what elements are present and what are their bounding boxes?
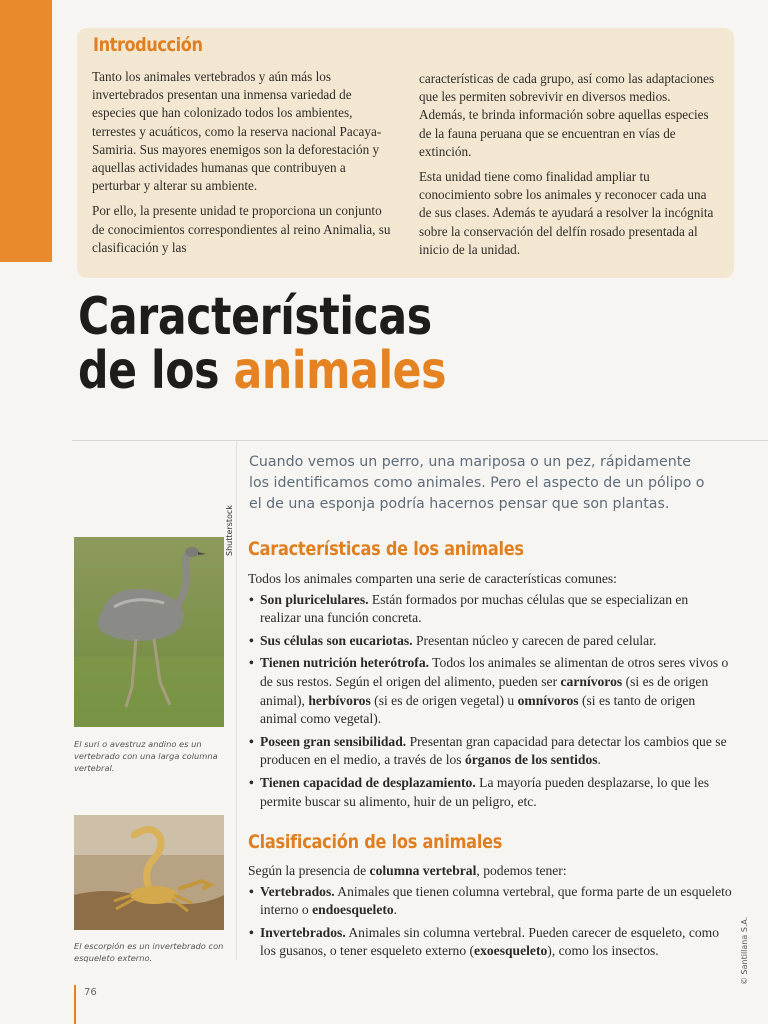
intro-paragraph: Tanto los animales vertebrados y aún más los invertebrados presentan una inmensa variedad de especies que han colonizado todos los ambientes, terrestes y acuáticos, como la reserva nacional Pacaya-Samiria. Sus mayores enemigos son la deforestación y aquellas actividades humanas que contribuyen a perturbar y alterar su ambiente.	[92, 69, 382, 194]
intro-paragraph: Por ello, la presente unidad te proporciona un conjunto de conocimientos correspondientes al reino Animalia, su clasificación y las	[92, 203, 391, 255]
list-item: • Tienen nutrición heterótrofa. Todos los animales se alimentan de otros seres vivos o de sus restos. Según el origen del alimento, pueden ser carnívoros (si es de origen animal), herbívoros (si es de origen vegetal) u omnívoros (si es tanto de origen animal como vegetal).	[248, 654, 732, 728]
rhea-caption: El suri o avestruz andino es un vertebrado con una larga columna vertebral.	[74, 739, 218, 773]
title-line-1: Características	[78, 287, 432, 347]
scorpion-caption: El escorpión es un invertebrado con esqueleto externo.	[74, 941, 224, 963]
characteristics-list	[248, 591, 732, 812]
page-title	[78, 287, 447, 401]
orange-edge-tab	[0, 0, 52, 262]
photo-credit: Shutterstock	[225, 505, 234, 556]
classification-list	[248, 883, 732, 961]
section-heading-characteristics: Características de los animales	[248, 538, 524, 560]
classification-body	[248, 862, 732, 965]
list-item: • Tienen capacidad de desplazamiento. La mayoría pueden desplazarse, lo que les permite buscar su alimento, huir de un peligro, etc.	[248, 774, 732, 811]
title-line-2-plain: de los	[78, 341, 220, 401]
lead-paragraph: Cuando vemos un perro, una mariposa o un pez, rápidamente los identificamos como animales. Pero el aspecto de un pólipo o el de una esponja podría hacernos pensar que son plantas.	[249, 454, 705, 512]
intro-left-column	[92, 68, 397, 264]
list-item: • Vertebrados. Animales que tienen columna vertebral, que forma parte de un esqueleto interno o endoesqueleto.	[248, 883, 732, 920]
rhea-photo	[74, 537, 224, 727]
title-line-2-accent: animales	[233, 341, 447, 401]
list-item: • Invertebrados. Animales sin columna vertebral. Pueden carecer de esqueleto, como los gusanos, o tener esqueleto externo (exoesqueleto), como los insectos.	[248, 924, 732, 961]
intro-paragraph: características de cada grupo, así como las adaptaciones que les permiten sobrevivir en diversos medios. Además, te brinda información sobre aquellas especies de la fauna peruana que se encuentran en vías de extinción.	[419, 71, 715, 159]
section-divider	[72, 440, 768, 441]
intro-heading: Introducción	[93, 34, 203, 56]
list-item: • Son pluricelulares. Están formados por muchas células que se especializan en realizar una función concreta.	[248, 591, 732, 628]
page-marker-bar	[74, 985, 76, 1024]
column-divider	[236, 440, 237, 960]
intro-paragraph: Esta unidad tiene como finalidad ampliar tu conocimiento sobre los animales y reconocer cada una de sus clases. Además te ayudará a resolver la incógnita sobre la conservación del delfín rosado presentada al inicio de la unidad.	[419, 169, 714, 257]
list-item: • Sus células son eucariotas. Presentan núcleo y carecen de pared celular.	[248, 632, 732, 651]
intro-right-column	[419, 70, 719, 266]
section-intro: Según la presencia de columna vertebral, podemos tener:	[248, 863, 567, 878]
characteristics-body	[248, 570, 732, 815]
section-heading-classification: Clasificación de los animales	[248, 831, 503, 853]
copyright-notice: © Santillana S.A.	[740, 916, 749, 985]
page-number: 76	[84, 987, 97, 998]
list-item: • Poseen gran sensibilidad. Presentan gran capacidad para detectar los cambios que se producen en el medio, a través de los órganos de los sentidos.	[248, 733, 732, 770]
scorpion-photo	[74, 815, 224, 930]
section-intro: Todos los animales comparten una serie de características comunes:	[248, 571, 617, 586]
